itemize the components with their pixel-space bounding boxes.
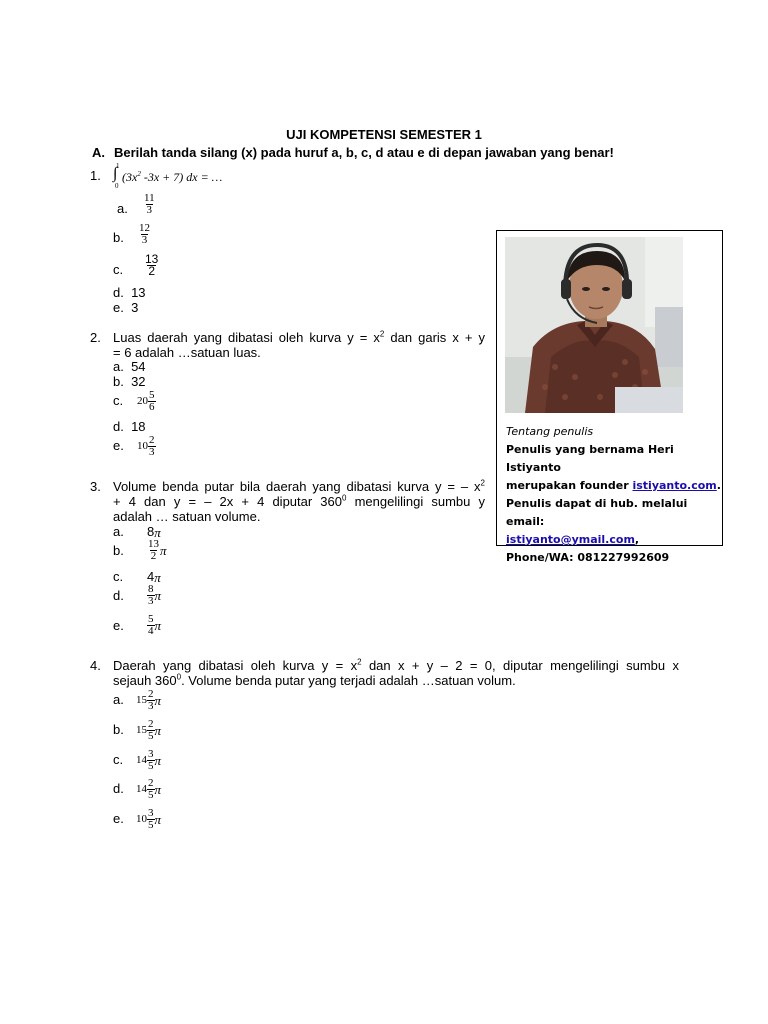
fraction-numerator: 2 (148, 688, 154, 700)
q2-text (113, 330, 485, 360)
integral-expr-post: -3x + 7) dx = … (140, 170, 223, 184)
q3-text-part: mengelilingi sumbu y (346, 494, 485, 509)
author-box (496, 230, 723, 564)
fraction (148, 435, 156, 458)
integral-upper-bound: 1 (116, 162, 120, 170)
fraction (147, 808, 155, 831)
author-line2-text: merupakan founder (506, 479, 633, 492)
pi-symbol: π (154, 570, 161, 586)
fraction (143, 193, 156, 216)
fraction (144, 254, 159, 277)
q2-text-part: dan garis x + y (384, 330, 485, 345)
q2-option-a[interactable] (113, 359, 146, 374)
q1-option-e[interactable] (113, 300, 138, 315)
q3-text-part: Volume benda putar bila daerah yang dibatasi kurva y = – x (113, 479, 481, 494)
fraction (147, 689, 155, 712)
pi-symbol: π (154, 693, 162, 708)
email-link[interactable]: istiyanto@ymail.com (506, 533, 635, 546)
q2-text-line2: = 6 adalah …satuan luas. (113, 345, 261, 360)
mixed-whole: 14 (136, 754, 147, 766)
option-label: d. (113, 419, 124, 434)
fraction-numerator: 2 (148, 718, 154, 730)
fraction-numerator: 13 (148, 538, 159, 550)
fraction-denominator: 5 (148, 730, 154, 742)
option-label: b. (113, 543, 124, 558)
q1-number: 1. (90, 168, 101, 183)
section-label: A. (92, 145, 105, 160)
fraction-denominator: 3 (146, 204, 153, 216)
fraction (147, 749, 155, 772)
mixed-whole: 10 (136, 813, 147, 825)
q3-text-sup: 2 (480, 478, 485, 488)
pi-symbol: π (154, 525, 161, 541)
fraction-numerator: 2 (148, 777, 154, 789)
author-line1: Penulis yang bernama Heri Istiyanto (506, 443, 674, 474)
fraction-denominator: 5 (148, 789, 154, 801)
fraction-denominator: 2 (148, 264, 156, 278)
pi-symbol: π (160, 543, 167, 558)
option-value: 4 (147, 569, 155, 584)
pi-symbol: π (154, 782, 162, 797)
author-email-line (506, 531, 721, 549)
q3-text-part: + 4 dan y = – 2x + 4 diputar 360 (113, 494, 343, 509)
fraction-denominator: 6 (149, 401, 155, 413)
mixed-whole: 14 (136, 783, 147, 795)
q4-number: 4. (90, 658, 101, 673)
q2-option-b[interactable] (113, 374, 146, 389)
email-comma: , (634, 533, 640, 546)
option-label: c. (113, 393, 124, 408)
option-value: 32 (131, 374, 146, 389)
option-value: 13 (131, 285, 146, 300)
fraction-numerator: 3 (148, 807, 154, 819)
fraction-numerator: 8 (148, 583, 154, 595)
fraction (147, 614, 155, 637)
q3-text-sup: 0 (342, 493, 347, 503)
fraction-numerator: 2 (149, 434, 155, 446)
integral-expr-exponent: 2 (137, 170, 141, 178)
option-label: e. (113, 618, 124, 633)
fraction (147, 719, 155, 742)
q2-number: 2. (90, 330, 101, 345)
option-value: 3 (131, 300, 139, 315)
q2-text-sup: 2 (379, 329, 385, 339)
q4-text (113, 658, 679, 688)
mixed-whole: 20 (137, 395, 148, 407)
option-label: b. (113, 722, 124, 737)
q3-text (113, 479, 485, 524)
option-label: d. (113, 781, 124, 796)
author-about (506, 423, 721, 567)
section-instruction (92, 145, 614, 160)
fraction-numerator: 5 (148, 613, 154, 625)
q3-number: 3. (90, 479, 101, 494)
integral-expr-pre: (3x (122, 170, 138, 184)
option-value: 18 (131, 419, 146, 434)
fraction-denominator: 3 (141, 234, 148, 246)
q4-text-sup: 0 (176, 672, 182, 682)
option-label: b. (113, 230, 124, 245)
pi-symbol: π (154, 588, 162, 603)
author-photo (505, 237, 683, 413)
fraction-numerator: 3 (148, 748, 154, 760)
pi-symbol: π (154, 618, 162, 633)
fraction (147, 778, 155, 801)
fraction-denominator: 3 (149, 446, 155, 458)
author-line3: Penulis dapat di hub. melalui email: (506, 497, 688, 528)
fraction-denominator: 2 (150, 550, 157, 562)
fraction (147, 584, 155, 607)
pi-symbol: π (154, 812, 162, 827)
q4-text-part: sejauh 360 (113, 673, 177, 688)
q4-text-part: Daerah yang dibatasi oleh kurva y = x (113, 658, 358, 673)
q4-text-sup: 2 (357, 657, 362, 667)
option-label: a. (117, 201, 128, 216)
option-label: a. (113, 359, 124, 374)
q3-text-line3: adalah … satuan volume. (113, 509, 261, 524)
option-label: c. (113, 752, 124, 767)
q4-text-part: dan x + y – 2 = 0, diputar mengelilingi sumbu x (361, 658, 679, 673)
author-phone: Phone/WA: 081227992609 (506, 551, 670, 564)
pi-symbol: π (154, 753, 162, 768)
option-label: d. (113, 285, 124, 300)
author-portrait-illustration (505, 237, 683, 413)
option-value: 54 (131, 359, 146, 374)
option-value: 8 (147, 524, 155, 539)
q2-text-part: Luas daerah yang dibatasi oleh kurva y = x (113, 330, 380, 345)
q4-text-part: . Volume benda putar yang terjadi adalah …satuan volum. (181, 673, 516, 688)
instruction-text: Berilah tanda silang (x) pada huruf a, b, c, d atau e di depan jawaban yang benar! (114, 145, 614, 160)
pi-symbol: π (154, 723, 162, 738)
mixed-whole: 15 (136, 694, 147, 706)
founder-link[interactable]: istiyanto.com (632, 479, 717, 492)
mixed-whole: 10 (137, 440, 148, 452)
mixed-whole: 15 (136, 724, 147, 736)
fraction-denominator: 3 (148, 700, 154, 712)
author-heading: Tentang penulis (506, 425, 594, 438)
q1-option-d[interactable] (113, 285, 146, 300)
fraction-numerator: 13 (145, 252, 159, 266)
fraction (147, 539, 160, 562)
option-label: a. (113, 692, 124, 707)
fraction-numerator: 12 (139, 222, 150, 234)
fraction (138, 223, 151, 246)
page-title: UJI KOMPETENSI SEMESTER 1 (286, 127, 482, 142)
author-line2-end: . (716, 479, 721, 492)
option-label: b. (113, 374, 124, 389)
option-label: d. (113, 588, 124, 603)
fraction (148, 390, 156, 413)
integral-lower-bound: 0 (115, 182, 119, 190)
option-label: a. (113, 524, 124, 539)
option-label: c. (113, 262, 124, 277)
q2-option-d[interactable] (113, 419, 146, 434)
option-label: c. (113, 569, 124, 584)
integral-sign: ∫ (113, 165, 118, 182)
fraction-numerator: 5 (149, 389, 155, 401)
fraction-numerator: 11 (144, 192, 155, 204)
fraction-denominator: 5 (148, 819, 154, 831)
integral-expression (122, 170, 222, 185)
option-label: e. (113, 300, 124, 315)
fraction-denominator: 5 (148, 760, 154, 772)
option-label: e. (113, 438, 124, 453)
fraction-denominator: 3 (148, 595, 154, 607)
fraction-denominator: 4 (148, 625, 154, 637)
author-line2 (506, 477, 721, 495)
option-label: e. (113, 811, 124, 826)
